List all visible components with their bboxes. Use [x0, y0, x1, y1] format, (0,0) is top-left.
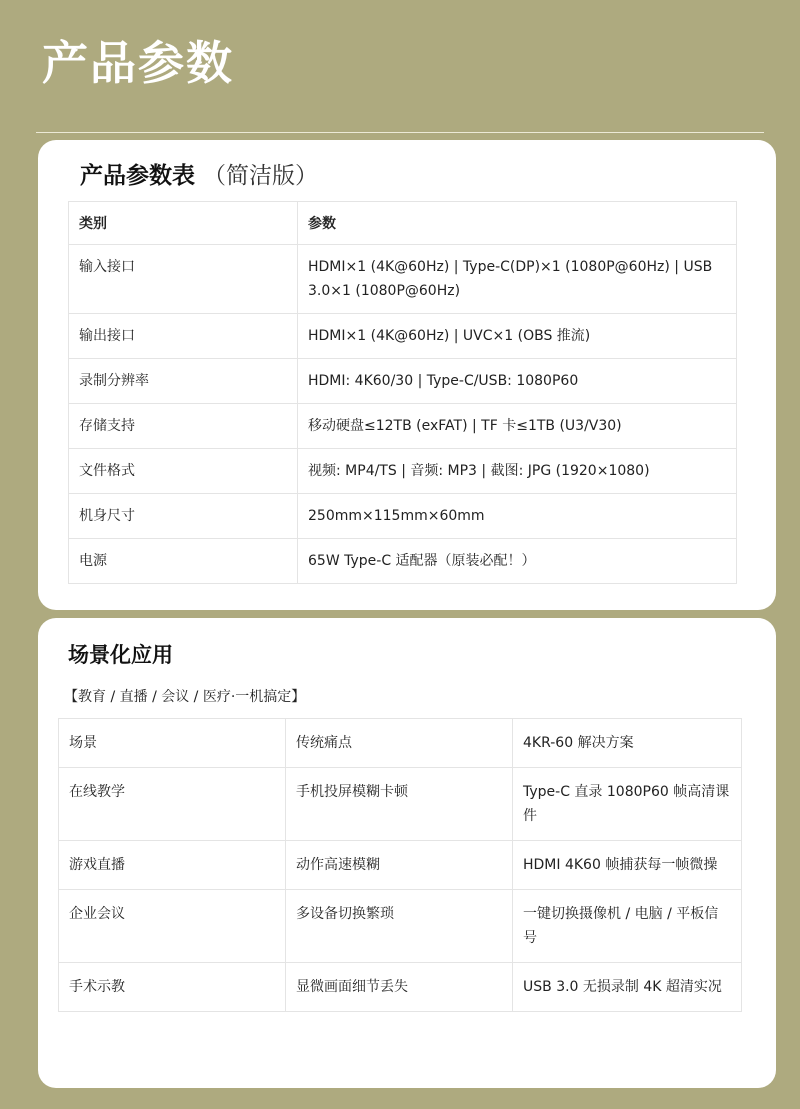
header-cell-params: 参数 — [298, 202, 737, 245]
title-divider — [36, 132, 764, 133]
pain-point-cell: 手机投屏模糊卡顿 — [286, 768, 513, 841]
params-table — [68, 201, 737, 584]
row-label: 机身尺寸 — [69, 494, 298, 539]
header-cell-category: 类别 — [69, 202, 298, 245]
solution-cell: HDMI 4K60 帧捕获每一帧微操 — [513, 841, 742, 890]
header-cell-solution: 4KR-60 解决方案 — [513, 719, 742, 768]
table-row — [69, 404, 737, 449]
row-label: 输出接口 — [69, 314, 298, 359]
params-heading-text: 产品参数表 — [80, 163, 195, 189]
header-cell-scene: 场景 — [59, 719, 286, 768]
table-row — [69, 539, 737, 584]
row-label: 录制分辨率 — [69, 359, 298, 404]
params-heading-suffix: （简洁版） — [203, 163, 319, 189]
table-row — [59, 768, 742, 841]
header-cell-pain-point: 传统痛点 — [286, 719, 513, 768]
table-row — [69, 245, 737, 314]
pain-point-cell: 多设备切换繁琐 — [286, 890, 513, 963]
table-row — [69, 314, 737, 359]
scenes-table — [58, 718, 742, 1012]
table-row — [69, 494, 737, 539]
scene-cell: 游戏直播 — [59, 841, 286, 890]
table-row — [59, 890, 742, 963]
params-card — [38, 140, 776, 610]
row-label: 存储支持 — [69, 404, 298, 449]
row-value: HDMI: 4K60/30 | Type-C/USB: 1080P60 — [298, 359, 737, 404]
pain-point-cell: 显微画面细节丢失 — [286, 963, 513, 1012]
scene-cell: 手术示教 — [59, 963, 286, 1012]
solution-cell: 一键切换摄像机 / 电脑 / 平板信号 — [513, 890, 742, 963]
table-row — [69, 359, 737, 404]
row-label: 文件格式 — [69, 449, 298, 494]
solution-cell: Type-C 直录 1080P60 帧高清课件 — [513, 768, 742, 841]
table-row — [59, 963, 742, 1012]
row-value: HDMI×1 (4K@60Hz) | Type-C(DP)×1 (1080P@60Hz) | USB 3.0×1 (1080P@60Hz) — [298, 245, 737, 314]
row-value: 250mm×115mm×60mm — [298, 494, 737, 539]
table-row — [59, 841, 742, 890]
table-row — [69, 449, 737, 494]
scene-cell: 在线教学 — [59, 768, 286, 841]
row-value: HDMI×1 (4K@60Hz) | UVC×1 (OBS 推流) — [298, 314, 737, 359]
row-label: 电源 — [69, 539, 298, 584]
row-value: 移动硬盘≤12TB (exFAT) | TF 卡≤1TB (U3/V30) — [298, 404, 737, 449]
scenes-heading: 场景化应用 — [68, 643, 173, 667]
params-heading — [80, 157, 318, 190]
scenes-card — [38, 618, 776, 1088]
solution-cell: USB 3.0 无损录制 4K 超清实况 — [513, 963, 742, 1012]
row-value: 65W Type-C 适配器（原装必配！） — [298, 539, 737, 584]
table-header-row — [69, 202, 737, 245]
table-header-row — [59, 719, 742, 768]
page-title: 产品参数 — [42, 36, 234, 90]
row-value: 视频: MP4/TS | 音频: MP3 | 截图: JPG (1920×1080) — [298, 449, 737, 494]
scenes-tagline: 【教育 / 直播 / 会议 / 医疗·一机搞定】 — [64, 689, 306, 705]
row-label: 输入接口 — [69, 245, 298, 314]
pain-point-cell: 动作高速模糊 — [286, 841, 513, 890]
scene-cell: 企业会议 — [59, 890, 286, 963]
